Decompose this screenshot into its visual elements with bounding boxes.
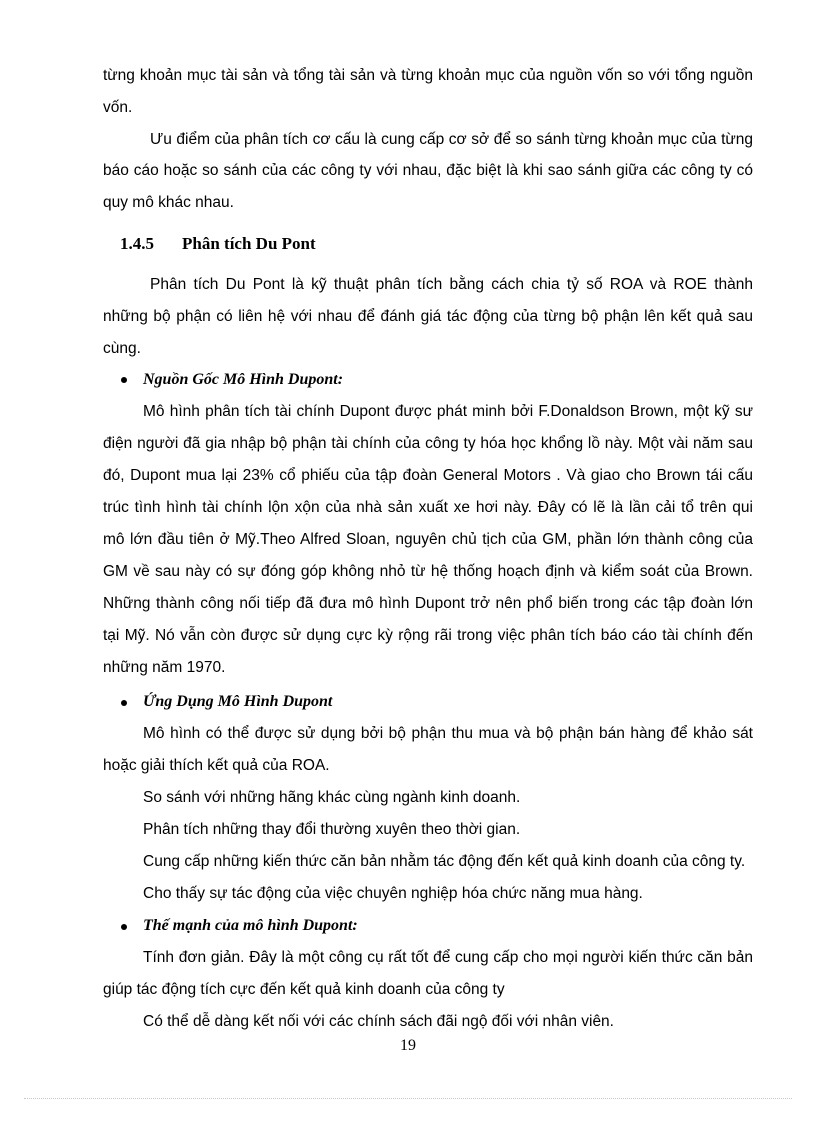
- application-line: Mô hình có thể được sử dụng bởi bộ phận thu mua và bộ phận bán hàng để khảo sát: [143, 725, 753, 742]
- origin-line: đó, Dupont mua lại 23% cổ phiếu của tập đoàn General Motors . Và giao cho Brown tái cấu: [103, 467, 753, 484]
- origin-line: Mô hình phân tích tài chính Dupont được phát minh bởi F.Donaldson Brown, một kỹ sư: [143, 403, 753, 420]
- intro-line-2: vốn.: [103, 99, 133, 116]
- origin-title: Nguồn Gốc Mô Hình Dupont:: [143, 371, 344, 388]
- origin-line: mô lớn đầu tiên ở Mỹ.Theo Alfred Sloan, nguyên chủ tịch của GM, phần lớn thành công của: [103, 531, 753, 548]
- section-line-1: Phân tích Du Pont là kỹ thuật phân tích bằng cách chia tỷ số ROA và ROE thành: [150, 276, 753, 293]
- strength-line: Tính đơn giản. Đây là một công cụ rất tốt để cung cấp cho mọi người kiến thức căn bản: [143, 949, 753, 966]
- bullet-dot-icon: [121, 377, 127, 383]
- intro-para-line-2: báo cáo hoặc so sánh của các công ty với nhau, đặc biệt là khi sao sánh giữa các công ty có: [103, 162, 753, 179]
- section-line-3: cùng.: [103, 340, 141, 357]
- application-line: Cho thấy sự tác động của việc chuyên nghiệp hóa chức năng mua hàng.: [143, 885, 643, 902]
- origin-line: tại Mỹ. Nó vẫn còn được sử dụng cực kỳ rộng rãi trong việc phân tích báo cáo tài chính đến: [103, 627, 753, 644]
- section-line-2: những bộ phận có liên hệ với nhau để đánh giá tác động của từng bộ phận lên kết quả sau: [103, 308, 753, 325]
- page-number: 19: [400, 1037, 416, 1054]
- origin-line: những năm 1970.: [103, 659, 226, 676]
- section-number: 1.4.5: [120, 234, 154, 253]
- section-heading: [120, 234, 316, 254]
- origin-line: GM về sau này có sự đóng góp không nhỏ từ hệ thống hoạch định và kiểm soát của Brown.: [103, 563, 753, 580]
- bullet-dot-icon: [121, 700, 127, 706]
- section-title: Phân tích Du Pont: [182, 234, 316, 253]
- application-line: So sánh với những hãng khác cùng ngành kinh doanh.: [143, 789, 521, 806]
- strength-line: Có thể dễ dàng kết nối với các chính sách đãi ngộ đối với nhân viên.: [143, 1013, 614, 1030]
- origin-line: trúc tình hình tài chính lộn xộn của nhà sản xuất xe hơi này. Đây có lẽ là lần cải tổ trên qui: [103, 499, 753, 516]
- application-line: Cung cấp những kiến thức căn bản nhằm tác động đến kết quả kinh doanh của công ty.: [143, 853, 746, 870]
- origin-line: điện người đã gia nhập bộ phận tài chính của công ty hóa học khổng lồ này. Một vài năm sau: [103, 435, 753, 452]
- bullet-dot-icon: [121, 924, 127, 930]
- intro-para-line-3: quy mô khác nhau.: [103, 194, 234, 211]
- application-title: Ứng Dụng Mô Hình Dupont: [143, 693, 333, 710]
- origin-line: Những thành công nối tiếp đã đưa mô hình Dupont trở nên phổ biến trong các tập đoàn lớn: [103, 595, 753, 612]
- strength-line: giúp tác động tích cực đến kết quả kinh doanh của công ty: [103, 981, 505, 998]
- application-line: hoặc giải thích kết quả của ROA.: [103, 757, 330, 774]
- page-bottom-divider: [24, 1098, 792, 1099]
- intro-para-line-1: Ưu điểm của phân tích cơ cấu là cung cấp cơ sở để so sánh từng khoản mục của từng: [150, 131, 753, 148]
- application-line: Phân tích những thay đổi thường xuyên theo thời gian.: [143, 821, 521, 838]
- strength-title: Thế mạnh của mô hình Dupont:: [143, 917, 358, 934]
- intro-line-1: từng khoản mục tài sản và tổng tài sản và từng khoản mục của nguồn vốn so với tổng nguồn: [103, 67, 753, 84]
